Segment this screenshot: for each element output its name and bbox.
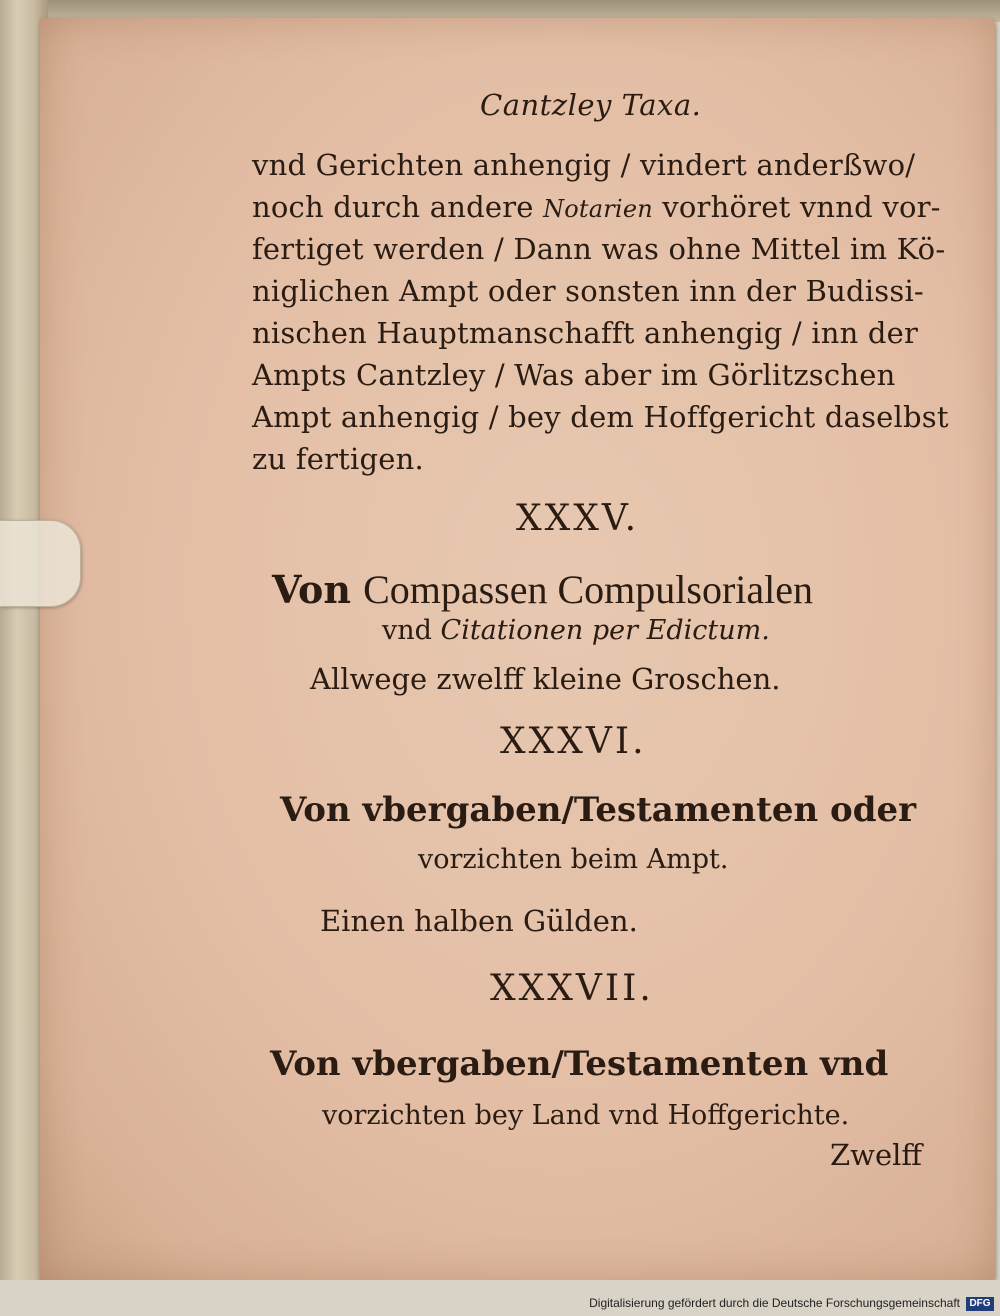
- section-title: Von vbergaben/Testamenten oder: [280, 790, 917, 830]
- section-number: XXXV.: [516, 498, 640, 539]
- dfg-logo: DFG: [966, 1297, 994, 1311]
- section-title: [272, 566, 813, 613]
- running-head: Cantzley Taxa.: [480, 88, 702, 122]
- paragraph-line: [252, 190, 941, 224]
- notarien-term: Notarien: [543, 195, 653, 223]
- footer-bar: [0, 1280, 1000, 1316]
- section-subtitle-latin: Citationen per Edictum.: [440, 615, 770, 646]
- section-number: XXXVI.: [500, 721, 647, 762]
- catchword: Zwelff: [830, 1138, 923, 1172]
- section-title: Von vbergaben/Testamenten vnd: [270, 1044, 889, 1084]
- paragraph-text: vorhöret vnnd vor-: [662, 190, 941, 224]
- fee-line: Allwege zwelff kleine Groschen.: [310, 662, 781, 696]
- document-page: [40, 18, 995, 1280]
- paragraph-line: vnd Gerichten anhengig / vindert anderßwo/: [252, 148, 916, 182]
- fee-line: Einen halben Gülden.: [320, 904, 638, 938]
- funding-credit: Digitalisierung gefördert durch die Deutsche Forschungsgemeinschaft: [589, 1296, 960, 1310]
- paragraph-line: niglichen Ampt oder sonsten inn der Budissi-: [252, 274, 924, 308]
- section-subtitle: [382, 615, 770, 646]
- section-number: XXXVII.: [490, 968, 654, 1009]
- page-text: [40, 18, 995, 1280]
- paragraph-text: noch durch andere: [252, 190, 534, 224]
- paragraph-line: Ampts Cantzley / Was aber im Görlitzschen: [252, 358, 896, 392]
- section-subtitle: vorzichten bey Land vnd Hoffgerichte.: [322, 1100, 850, 1131]
- paragraph-line: fertiget werden / Dann was ohne Mittel im Kö-: [252, 232, 946, 266]
- section-subtitle: vorzichten beim Ampt.: [418, 844, 729, 875]
- section-subtitle-text: vnd: [382, 615, 432, 646]
- paragraph-line: Ampt anhengig / bey dem Hoffgericht daselbst: [252, 400, 949, 434]
- section-title-initial: Von: [272, 567, 351, 612]
- section-title-text: Compassen Compulsorialen: [363, 567, 814, 612]
- paragraph-line: zu fertigen.: [252, 442, 424, 476]
- paragraph-line: nischen Hauptmanschafft anhengig / inn der: [252, 316, 919, 350]
- page-clip: [0, 520, 81, 607]
